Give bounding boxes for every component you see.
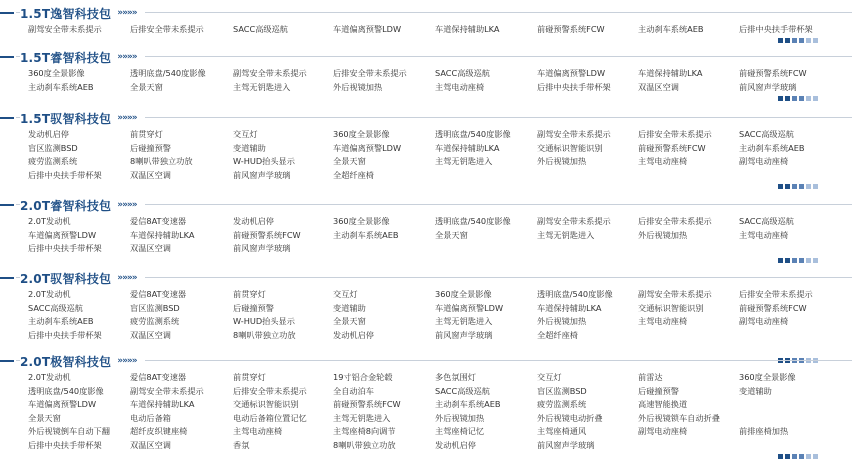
feature-item: 360度全景影像 xyxy=(333,216,390,226)
feature-item: 主驾电动座椅 xyxy=(435,81,485,92)
feature-item: 全超纤座椅 xyxy=(537,329,578,340)
feature-item: 双温区空调 xyxy=(130,169,171,180)
feature-item: W-HUD抬头显示 xyxy=(233,156,295,166)
feature-item: 疲劳监测系统 xyxy=(537,399,587,409)
feature-item: 前碰预警系统FCW xyxy=(537,24,605,34)
feature-item: 主驾电动座椅 xyxy=(638,316,688,326)
decor-square xyxy=(792,258,797,263)
section-title: 2.0T驭智科技包 xyxy=(20,271,112,286)
feature-item: 全景天窗 xyxy=(333,156,366,166)
feature-item: 全景天窗 xyxy=(130,81,163,92)
chevrons-icon: »»»» xyxy=(117,52,137,62)
header-accent xyxy=(0,7,16,19)
feature-item: 8喇叭带独立功放 xyxy=(333,439,396,450)
feature-item: 后碰撞预警 xyxy=(130,142,171,153)
feature-item: 疲劳监测系统 xyxy=(130,316,180,326)
decor-square xyxy=(785,96,790,101)
feature-item: 发动机启停 xyxy=(435,439,476,450)
feature-item: 全超纤座椅 xyxy=(333,169,374,180)
chevrons-icon: »»»» xyxy=(117,200,137,210)
feature-item: 全景天窗 xyxy=(435,229,468,240)
feature-item: 主驾座椅8向调节 xyxy=(333,426,396,436)
feature-item: 车道保持辅助LKA xyxy=(130,229,195,240)
feature-item: 2.0T发动机 xyxy=(28,289,71,299)
section-header xyxy=(0,2,852,24)
feature-item: 前碰预警系统FCW xyxy=(638,142,706,153)
section-title: 1.5T睿智科技包 xyxy=(20,50,112,65)
feature-item: 后排安全带未系提示 xyxy=(638,216,712,226)
feature-item: 前风窗声学玻璃 xyxy=(739,81,797,92)
feature-item: 主驾座椅记忆 xyxy=(435,426,485,436)
feature-item: 交互灯 xyxy=(233,129,258,139)
decor-square xyxy=(792,38,797,43)
feature-item: 副驾安全带未系提示 xyxy=(638,289,712,299)
feature-item: 前风窗声学玻璃 xyxy=(233,169,291,180)
section-title: 1.5T驭智科技包 xyxy=(20,111,112,126)
feature-item: 车道保持辅助LKA xyxy=(537,302,602,313)
feature-item: 盲区监测BSD xyxy=(537,385,587,396)
chevrons-icon: »»»» xyxy=(117,8,137,18)
decor-square xyxy=(799,184,804,189)
feature-item: 360度全景影像 xyxy=(435,289,492,299)
feature-item: 外后视镜加热 xyxy=(435,412,485,423)
header-accent xyxy=(0,355,16,367)
feature-item: 后排中央扶手带杯架 xyxy=(28,439,102,450)
feature-item: 前排座椅加热 xyxy=(739,426,789,436)
decor-square xyxy=(799,258,804,263)
decor-squares xyxy=(778,454,818,459)
feature-item: 透明底盘/540度影像 xyxy=(537,289,613,299)
feature-grid xyxy=(28,67,848,94)
feature-item: 高速智能换道 xyxy=(638,399,688,409)
feature-item xyxy=(739,439,840,453)
feature-item: 前碰预警系统FCW xyxy=(739,302,807,313)
decor-square xyxy=(806,38,811,43)
feature-item: 车道偏离预警LDW xyxy=(333,142,402,153)
feature-item: 盲区监测BSD xyxy=(28,142,78,153)
feature-item: 双温区空调 xyxy=(638,81,679,92)
section-title: 2.0T极智科技包 xyxy=(20,354,112,369)
section-header xyxy=(0,350,852,372)
feature-item: 主驾电动座椅 xyxy=(638,156,688,166)
chevrons-icon: »»»» xyxy=(117,113,137,123)
feature-item: 副驾电动座椅 xyxy=(739,316,789,326)
feature-item: 电动后备箱 xyxy=(130,412,171,423)
feature-item: 发动机启停 xyxy=(233,216,274,226)
feature-item: 前风窗声学玻璃 xyxy=(537,439,595,450)
chevrons-icon: »»»» xyxy=(117,273,137,283)
feature-item: 透明底盘/540度影像 xyxy=(435,216,511,226)
decor-square xyxy=(778,184,783,189)
feature-item: 变道辅助 xyxy=(333,302,366,313)
feature-item: SACC高级巡航 xyxy=(435,68,490,78)
feature-item: 车道偏离预警LDW xyxy=(537,68,606,78)
header-accent xyxy=(0,272,16,284)
feature-item: 爱信8AT变速器 xyxy=(130,289,187,299)
feature-grid xyxy=(28,128,848,182)
feature-item: 主动刹车系统AEB xyxy=(435,399,501,409)
feature-item: 车道偏离预警LDW xyxy=(28,399,97,409)
feature-item: 透明底盘/540度影像 xyxy=(28,385,104,396)
feature-item: 外后视镜加热 xyxy=(537,316,587,326)
feature-item: 副驾电动座椅 xyxy=(638,426,688,436)
decor-squares xyxy=(778,184,818,189)
feature-item: 前贯穿灯 xyxy=(233,372,266,382)
feature-item: 2.0T发动机 xyxy=(28,372,71,382)
feature-item: 双温区空调 xyxy=(130,243,171,253)
feature-item: 车道保持辅助LKA xyxy=(435,24,500,34)
feature-item: 后排安全带未系提示 xyxy=(638,129,712,139)
decor-square xyxy=(778,38,783,43)
feature-item: SACC高级巡航 xyxy=(435,385,490,396)
section-title-wrap xyxy=(20,2,145,24)
feature-item: 车道偏离预警LDW xyxy=(28,229,97,240)
feature-item: 外后视镜倒车自动下翻 xyxy=(28,426,110,436)
feature-item: SACC高级巡航 xyxy=(739,216,794,226)
feature-item: 变道辅助 xyxy=(233,142,266,153)
feature-item: 副驾安全带未系提示 xyxy=(28,24,102,34)
feature-item: 后排安全带未系提示 xyxy=(333,68,407,78)
feature-item: W-HUD抬头显示 xyxy=(233,316,295,326)
feature-item: 副驾安全带未系提示 xyxy=(537,129,611,139)
decor-square xyxy=(813,38,818,43)
decor-square xyxy=(792,454,797,459)
feature-item: 主动刹车系统AEB xyxy=(333,229,399,240)
decor-square xyxy=(806,184,811,189)
feature-item: 前风窗声学玻璃 xyxy=(233,243,291,253)
feature-item: 后排中央扶手带杯架 xyxy=(537,81,611,92)
feature-item xyxy=(739,412,840,426)
decor-square xyxy=(813,258,818,263)
feature-item: 副驾安全带未系提示 xyxy=(537,216,611,226)
header-accent xyxy=(0,51,16,63)
feature-item: 变道辅助 xyxy=(739,385,772,396)
feature-item: 外后视镜锁车自动折叠 xyxy=(638,412,720,423)
section-header xyxy=(0,107,852,129)
feature-item: 前贯穿灯 xyxy=(233,289,266,299)
feature-item: 透明底盘/540度影像 xyxy=(130,68,206,78)
feature-item: 主驾电动座椅 xyxy=(739,229,789,240)
feature-item: 车道保持辅助LKA xyxy=(638,68,703,78)
feature-item: 车道保持辅助LKA xyxy=(435,142,500,153)
decor-square xyxy=(785,38,790,43)
feature-item: 交通标识智能识别 xyxy=(233,399,299,409)
decor-square xyxy=(813,96,818,101)
feature-grid xyxy=(28,23,848,37)
section-title-wrap xyxy=(20,194,145,216)
feature-item: 交通标识智能识别 xyxy=(537,142,603,153)
feature-item: 主驾座椅通风 xyxy=(537,426,587,436)
decor-square xyxy=(785,184,790,189)
feature-grid xyxy=(28,288,848,342)
decor-square xyxy=(778,454,783,459)
feature-item: 香氛 xyxy=(233,439,250,450)
feature-item: 车道偏离预警LDW xyxy=(333,24,402,34)
feature-item: 后排安全带未系提示 xyxy=(233,385,307,396)
feature-item: 前碰预警系统FCW xyxy=(233,229,301,240)
feature-item: 车道偏离预警LDW xyxy=(435,302,504,313)
section-title-wrap xyxy=(20,107,145,129)
header-accent xyxy=(0,112,16,124)
feature-item: 8喇叭带独立功放 xyxy=(233,329,296,340)
feature-item: 发动机启停 xyxy=(28,129,69,139)
feature-item: 后排中央扶手带杯架 xyxy=(739,24,813,34)
decor-square xyxy=(813,454,818,459)
feature-item: 主驾无钥匙进入 xyxy=(435,156,493,166)
decor-squares xyxy=(778,96,818,101)
feature-item: 外后视镜加热 xyxy=(638,229,688,240)
decor-square xyxy=(806,96,811,101)
feature-item xyxy=(638,439,739,453)
feature-item: 交互灯 xyxy=(333,289,358,299)
feature-item: 前碰预警系统FCW xyxy=(739,68,807,78)
feature-item: 主驾无钥匙进入 xyxy=(435,316,493,326)
feature-item: 360度全景影像 xyxy=(28,68,85,78)
feature-item: 多色氛围灯 xyxy=(435,372,476,382)
feature-item: 外后视镜电动折叠 xyxy=(537,412,603,423)
feature-item: 交互灯 xyxy=(537,372,562,382)
feature-item: 交通标识智能识别 xyxy=(638,302,704,313)
section-header xyxy=(0,267,852,289)
section-title: 1.5T逸智科技包 xyxy=(20,6,112,21)
decor-square xyxy=(806,258,811,263)
decor-square xyxy=(799,96,804,101)
feature-item: 前碰预警系统FCW xyxy=(333,399,401,409)
feature-item: 爱信8AT变速器 xyxy=(130,216,187,226)
feature-item: 副驾安全带未系提示 xyxy=(233,68,307,78)
feature-item: 后排安全带未系提示 xyxy=(739,289,813,299)
feature-item: 后碰撞预警 xyxy=(233,302,274,313)
decor-square xyxy=(813,184,818,189)
feature-item: 全自动泊车 xyxy=(333,385,374,396)
feature-item: 疲劳监测系统 xyxy=(28,156,78,166)
feature-item: 全景天窗 xyxy=(333,316,366,326)
feature-item: 全景天窗 xyxy=(28,412,61,423)
section-title-wrap xyxy=(20,46,145,68)
feature-item: 主驾无钥匙进入 xyxy=(233,81,291,92)
feature-item: 副驾电动座椅 xyxy=(739,156,789,166)
feature-item: 19寸铝合金轮毂 xyxy=(333,372,393,382)
decor-squares xyxy=(778,38,818,43)
feature-item: 前贯穿灯 xyxy=(130,129,163,139)
feature-grid xyxy=(28,215,848,256)
feature-item: 主驾无钥匙进入 xyxy=(537,229,595,240)
feature-item: 副驾安全带未系提示 xyxy=(130,385,204,396)
decor-square xyxy=(799,454,804,459)
feature-item xyxy=(739,398,840,412)
feature-item: 8喇叭带独立功放 xyxy=(130,156,193,166)
feature-item: SACC高级巡航 xyxy=(233,24,288,34)
feature-item: 主驾无钥匙进入 xyxy=(333,412,391,423)
feature-item: 主动刹车系统AEB xyxy=(638,24,704,34)
feature-item: SACC高级巡航 xyxy=(28,302,83,313)
feature-item: SACC高级巡航 xyxy=(739,129,794,139)
decor-square xyxy=(806,454,811,459)
feature-item: 后排中央扶手带杯架 xyxy=(28,243,102,253)
decor-square xyxy=(792,184,797,189)
feature-item: 双温区空调 xyxy=(130,439,171,450)
decor-squares xyxy=(778,258,818,263)
decor-square xyxy=(778,96,783,101)
feature-item: 外后视镜加热 xyxy=(333,81,383,92)
feature-item: 后排中央扶手带杯架 xyxy=(28,169,102,180)
feature-item: 前风窗声学玻璃 xyxy=(435,329,493,340)
chevrons-icon: »»»» xyxy=(117,356,137,366)
feature-item: 双温区空调 xyxy=(130,329,171,340)
feature-item: 360度全景影像 xyxy=(739,372,796,382)
feature-item: 后碰撞预警 xyxy=(638,385,679,396)
decor-square xyxy=(792,96,797,101)
decor-square xyxy=(785,258,790,263)
feature-item: 电动后备箱位置记忆 xyxy=(233,412,307,423)
section-title-wrap xyxy=(20,350,145,372)
feature-item: 后排安全带未系提示 xyxy=(130,24,204,34)
feature-grid xyxy=(28,371,848,452)
feature-item: 前雷达 xyxy=(638,372,663,382)
feature-item: 透明底盘/540度影像 xyxy=(435,129,511,139)
decor-square xyxy=(778,258,783,263)
feature-item: 主动刹车系统AEB xyxy=(28,316,94,326)
decor-square xyxy=(785,454,790,459)
feature-item: 超纤皮织键座椅 xyxy=(130,426,188,436)
feature-item: 爱信8AT变速器 xyxy=(130,372,187,382)
feature-item: 2.0T发动机 xyxy=(28,216,71,226)
decor-square xyxy=(799,38,804,43)
section-title: 2.0T睿智科技包 xyxy=(20,198,112,213)
feature-item: 盲区监测BSD xyxy=(130,302,180,313)
feature-item: 发动机启停 xyxy=(333,329,374,340)
section-header xyxy=(0,194,852,216)
feature-item: 主动刹车系统AEB xyxy=(739,142,805,153)
section-title-wrap xyxy=(20,267,145,289)
feature-item: 360度全景影像 xyxy=(333,129,390,139)
feature-item: 后排中央扶手带杯架 xyxy=(28,329,102,340)
feature-item: 车道保持辅助LKA xyxy=(130,399,195,409)
feature-item: 外后视镜加热 xyxy=(537,156,587,166)
feature-item: 主动刹车系统AEB xyxy=(28,81,94,92)
feature-item: 主驾电动座椅 xyxy=(233,426,283,436)
header-accent xyxy=(0,199,16,211)
section-header xyxy=(0,46,852,68)
